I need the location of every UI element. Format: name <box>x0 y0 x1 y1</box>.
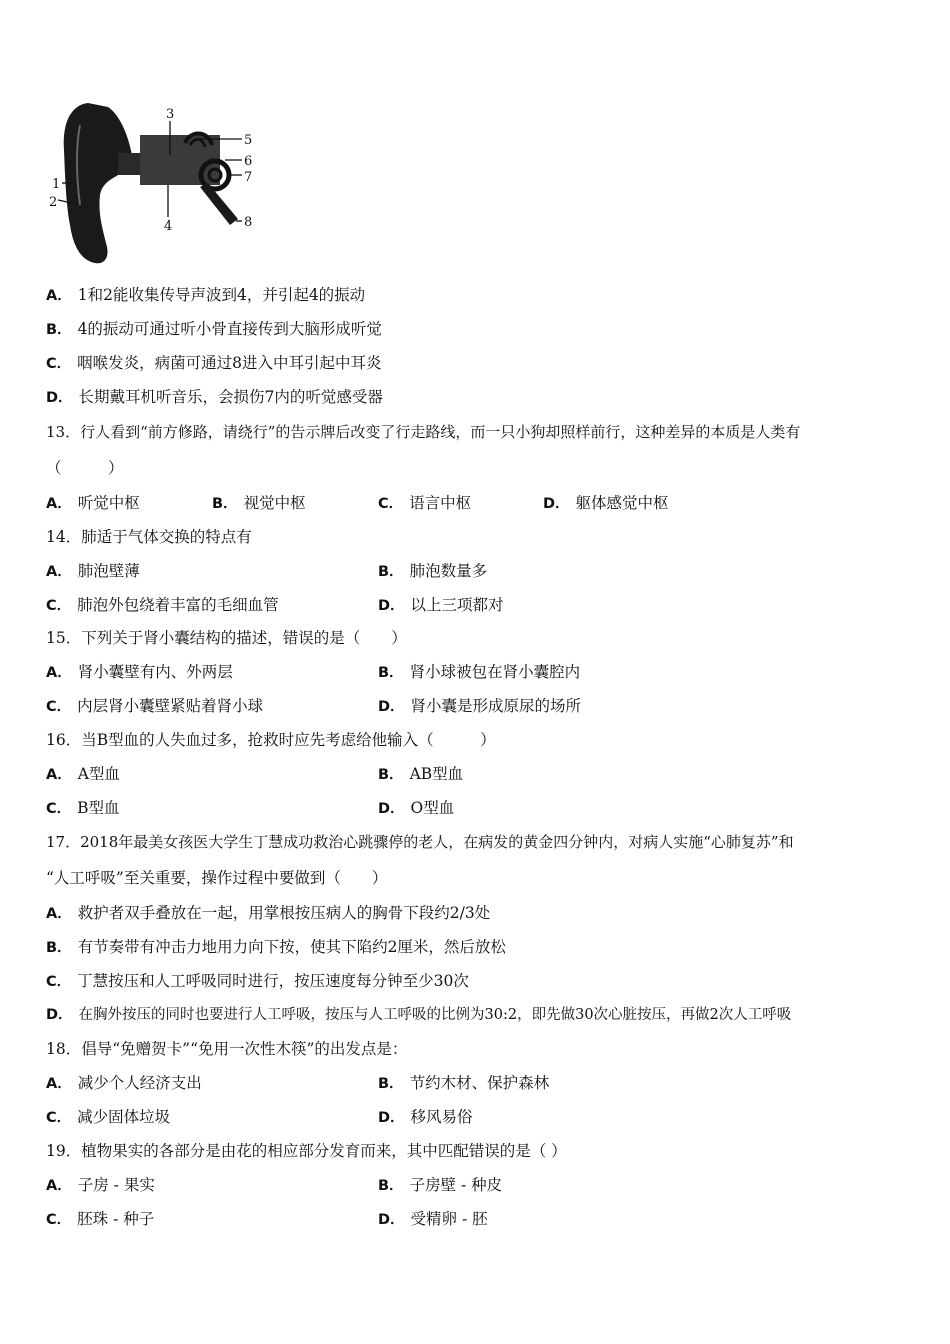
label-2: 2 <box>49 195 58 210</box>
q16-stem: 16．当B型血的人失血过多，抢救时应先考虑给他输入（ ） <box>46 731 496 749</box>
q14-option-a: A． 肺泡壁薄 <box>46 562 140 580</box>
q15-stem: 15．下列关于肾小囊结构的描述，错误的是（ ） <box>46 629 407 647</box>
q16-option-b: B． AB型血 <box>378 765 464 783</box>
q16-option-c: C． B型血 <box>46 799 120 817</box>
q13-option-c: C． 语言中枢 <box>378 494 472 512</box>
q18-option-d: D． 移风易俗 <box>378 1108 473 1126</box>
q16-option-d: D． O型血 <box>378 799 455 817</box>
q18-option-b: B． 节约木材、保护森林 <box>378 1074 550 1092</box>
q14-option-b: B． 肺泡数量多 <box>378 562 488 580</box>
label-7: 7 <box>244 170 253 185</box>
q19-option-d: D． 受精卵 - 胚 <box>378 1210 488 1228</box>
q18-stem: 18．倡导“免赠贺卡”“免用一次性木筷”的出发点是： <box>46 1040 408 1058</box>
q13-stem-blank: （ ） <box>46 459 124 477</box>
q17-option-d: D． 在胸外按压的同时也要进行人工呼吸，按压与人工呼吸的比例为30:2，即先做30次心脏按压，再做2次人工呼吸 <box>46 1007 792 1023</box>
q13-option-d: D． 躯体感觉中枢 <box>543 494 669 512</box>
q19-stem: 19．植物果实的各部分是由花的相应部分发育而来，其中匹配错误的是（ ） <box>46 1142 567 1160</box>
q18-option-c: C． 减少固体垃圾 <box>46 1108 171 1126</box>
q17-option-b: B． 有节奏带有冲击力地用力向下按，使其下陷约2厘米，然后放松 <box>46 938 506 956</box>
q13-stem: 13．行人看到“前方修路，请绕行”的告示牌后改变了行走路线，而一只小狗却照样前行，这种差异的本质是人类有 <box>46 423 801 441</box>
q12-option-b: B． 4的振动可通过听小骨直接传到大脑形成听觉 <box>46 320 382 338</box>
q12-option-c: C． 咽喉发炎，病菌可通过8进入中耳引起中耳炎 <box>46 354 382 372</box>
q15-option-a: A． 肾小囊壁有内、外两层 <box>46 663 233 681</box>
label-4: 4 <box>164 219 173 234</box>
q18-option-a: A． 减少个人经济支出 <box>46 1074 202 1092</box>
q16-option-a: A． A型血 <box>46 765 120 783</box>
q15-option-b: B． 肾小球被包在肾小囊腔内 <box>378 663 581 681</box>
label-3: 3 <box>166 107 175 122</box>
q14-option-c: C． 肺泡外包绕着丰富的毛细血管 <box>46 596 279 614</box>
q19-option-a: A． 子房 - 果实 <box>46 1176 155 1194</box>
q17-stem: 17．2018年最美女孩医大学生丁慧成功救治心跳骤停的老人，在病发的黄金四分钟内，对病人实施“心肺复苏”和 <box>46 833 794 851</box>
q19-option-c: C． 胚珠 - 种子 <box>46 1210 155 1228</box>
ear-diagram <box>40 95 270 270</box>
q17-option-a: A． 救护者双手叠放在一起，用掌根按压病人的胸骨下段约2/3处 <box>46 904 491 922</box>
q17-stem-cont: “人工呼吸”至关重要，操作过程中要做到（ ） <box>46 869 388 887</box>
label-5: 5 <box>244 133 253 148</box>
q17-option-c: C． 丁慧按压和人工呼吸同时进行，按压速度每分钟至少30次 <box>46 972 469 990</box>
q12-option-d: D． 长期戴耳机听音乐，会损伤7内的听觉感受器 <box>46 388 383 406</box>
q12-option-a: A． 1和2能收集传导声波到4，并引起4的振动 <box>46 286 366 304</box>
q15-option-d: D． 肾小囊是形成原尿的场所 <box>378 697 582 715</box>
label-6: 6 <box>244 154 253 169</box>
label-1: 1 <box>52 177 61 192</box>
q15-option-c: C． 内层肾小囊壁紧贴着肾小球 <box>46 697 264 715</box>
q19-option-b: B． 子房壁 - 种皮 <box>378 1176 503 1194</box>
q14-option-d: D． 以上三项都对 <box>378 596 504 614</box>
label-8: 8 <box>244 215 253 230</box>
q13-option-b: B． 视觉中枢 <box>212 494 306 512</box>
q14-stem: 14．肺适于气体交换的特点有 <box>46 528 252 546</box>
q13-option-a: A． 听觉中枢 <box>46 494 140 512</box>
